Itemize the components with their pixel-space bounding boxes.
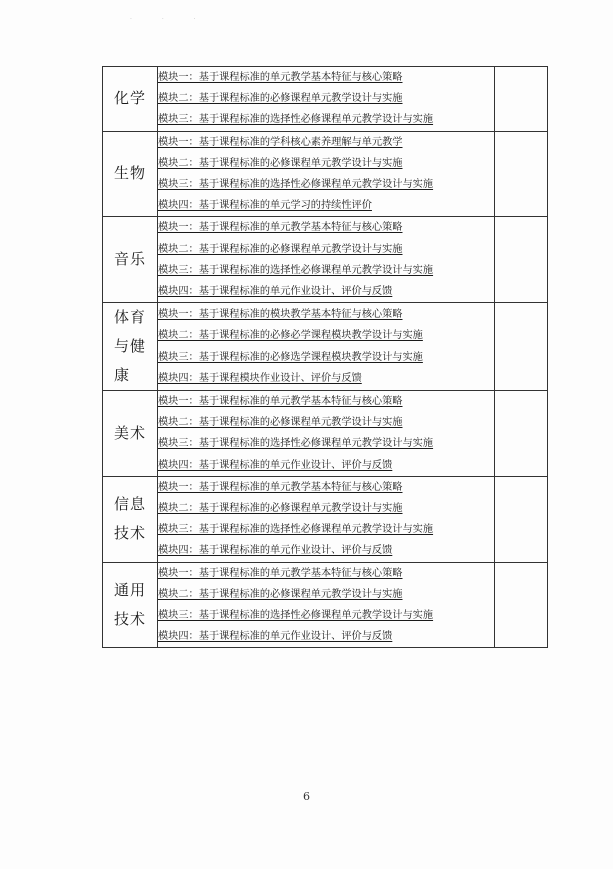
modules-cell — [158, 562, 495, 648]
curriculum-table-body — [103, 67, 548, 648]
subject-label: 生物 — [114, 164, 147, 183]
table-row — [103, 67, 548, 132]
subject-cell — [103, 67, 158, 132]
module-line: 模块四：基于课程标准的单元作业设计、评价与反馈 — [158, 459, 393, 471]
modules-cell — [158, 67, 495, 132]
module-line: 模块一：基于课程标准的单元教学基本特征与核心策略 — [158, 481, 403, 493]
subject-cell — [103, 476, 158, 562]
module-line: 模块二：基于课程标准的必修必学课程模块教学设计与实施 — [158, 330, 423, 342]
module-line: 模块三：基于课程标准的选择性必修课程单元教学设计与实施 — [158, 609, 434, 621]
subject-label: 音乐 — [114, 250, 147, 269]
blank-cell — [495, 131, 548, 217]
module-line: 模块一：基于课程标准的单元教学基本特征与核心策略 — [158, 222, 403, 234]
table-row — [103, 562, 548, 648]
module-line: 模块三：基于课程标准的选择性必修课程单元教学设计与实施 — [158, 524, 434, 536]
blank-cell — [495, 67, 548, 132]
subject-label: 美术 — [114, 423, 147, 442]
module-line: 模块二：基于课程标准的必修课程单元教学设计与实施 — [158, 503, 403, 514]
subject-label: 通用技术 — [114, 580, 147, 628]
module-line: 模块一：基于课程标准的模块教学基本特征与核心策略 — [158, 309, 403, 321]
subject-cell — [103, 131, 158, 217]
table-row — [103, 303, 548, 391]
module-line: 模块四：基于课程标准的单元作业设计、评价与反馈 — [158, 545, 393, 557]
module-line: 模块二：基于课程标准的必修课程单元教学设计与实施 — [158, 243, 403, 255]
module-line: 模块三：基于课程标准的选择性必修课程单元教学设计与实施 — [158, 114, 434, 126]
blank-cell — [495, 562, 548, 648]
module-line: 模块三：基于课程标准的选择性必修课程单元教学设计与实施 — [158, 178, 434, 190]
subject-cell — [103, 391, 158, 477]
module-line: 模块四：基于课程标准的单元作业设计、评价与反馈 — [158, 631, 393, 643]
modules-cell — [158, 391, 495, 477]
subject-label: 化学 — [114, 89, 147, 108]
modules-cell — [158, 131, 495, 217]
subject-cell — [103, 217, 158, 303]
subject-label: 体育与健康 — [114, 308, 147, 385]
module-line: 模块三：基于课程标准的必修选学课程模块教学设计与实施 — [158, 351, 423, 363]
subject-label: 信息技术 — [114, 495, 147, 543]
module-line: 模块四：基于课程标准的单元作业设计、评价与反馈 — [158, 285, 393, 297]
module-line: 模块一：基于课程标准的单元教学基本特征与核心策略 — [158, 567, 403, 579]
module-line: 模块三：基于课程标准的选择性必修课程单元教学设计与实施 — [158, 264, 434, 276]
blank-cell — [495, 217, 548, 303]
module-line: 模块四：基于课程标准的单元学习的持续性评价 — [158, 200, 372, 212]
module-line: 模块二：基于课程标准的必修课程单元教学设计与实施 — [158, 157, 403, 169]
module-line: 模块四：基于课程模块作业设计、评价与反馈 — [158, 372, 362, 384]
page-number: 6 — [303, 790, 310, 803]
module-line: 模块一：基于课程标准的单元教学基本特征与核心策略 — [158, 72, 403, 83]
module-line: 模块二：基于课程标准的必修课程单元教学设计与实施 — [158, 93, 403, 105]
blank-cell — [495, 391, 548, 477]
table-row — [103, 131, 548, 217]
scan-specks: · · · — [130, 16, 210, 23]
module-line: 模块一：基于课程标准的学科核心素养理解与单元教学 — [158, 136, 403, 148]
table-row — [103, 391, 548, 477]
module-line: 模块二：基于课程标准的必修课程单元教学设计与实施 — [158, 417, 403, 429]
module-line: 模块一：基于课程标准的单元教学基本特征与核心策略 — [158, 396, 403, 408]
module-line: 模块二：基于课程标准的必修课程单元教学设计与实施 — [158, 588, 403, 600]
table-row — [103, 217, 548, 303]
blank-cell — [495, 476, 548, 562]
subject-cell — [103, 562, 158, 648]
modules-cell — [158, 476, 495, 562]
modules-cell — [158, 303, 495, 391]
table-row — [103, 476, 548, 562]
subject-cell — [103, 303, 158, 391]
module-line: 模块三：基于课程标准的选择性必修课程单元教学设计与实施 — [158, 438, 434, 450]
blank-cell — [495, 303, 548, 391]
modules-cell — [158, 217, 495, 303]
curriculum-table — [102, 66, 548, 648]
